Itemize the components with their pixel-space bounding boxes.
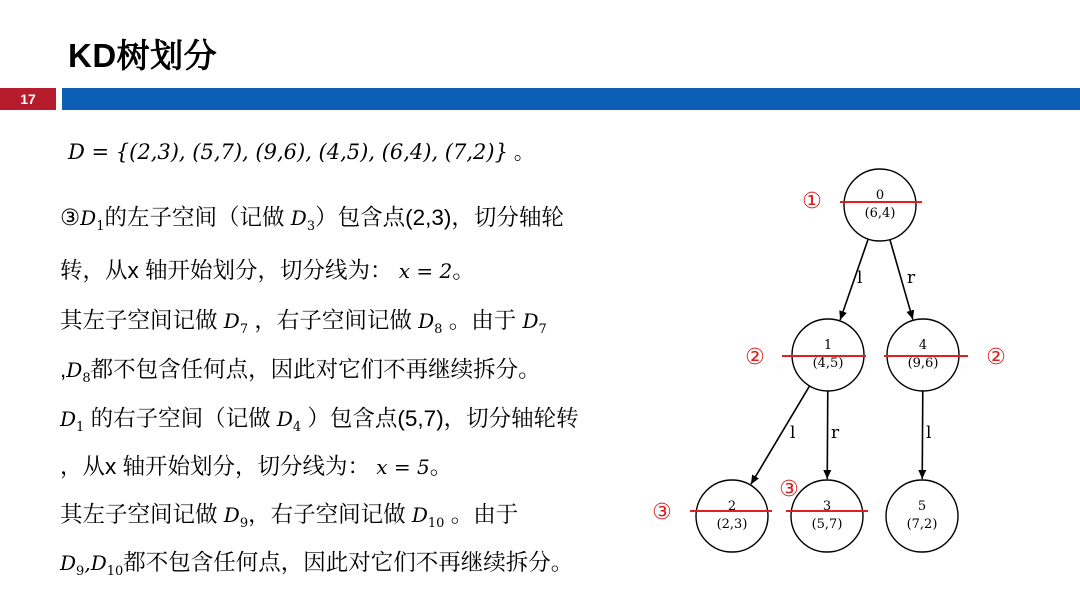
node-circle: [886, 480, 958, 552]
step-marker: ②: [745, 345, 765, 370]
node-point: (5,7): [811, 517, 843, 532]
math-d8: $D_8$: [418, 309, 443, 337]
node-id: 4: [918, 338, 928, 353]
math-d7: $D_7$: [522, 309, 547, 337]
node-circle: [844, 169, 916, 241]
node-point: (9,6): [907, 356, 939, 371]
tree-edge-1-2: [751, 386, 810, 484]
text-seg: ,: [84, 551, 91, 575]
text-seg: 其左子空间记做: [60, 308, 224, 333]
tree-node-5: [886, 480, 958, 552]
node-id: 5: [917, 499, 927, 514]
text-seg: 转，从x 轴开始划分，切分线为：: [60, 258, 399, 283]
step-marker: ①: [802, 189, 822, 214]
math-d4: $D_4$: [276, 407, 302, 435]
text-seg: 其左子空间记做: [60, 502, 224, 527]
node-point: (7,2): [906, 517, 938, 532]
math-d8: $D_8$: [66, 358, 91, 386]
text-seg: 。由于: [442, 308, 523, 333]
node-point: (2,3): [716, 517, 748, 532]
text-seg: ）包含点(5,7)，切分轴轮转: [301, 406, 579, 431]
tree-edge-0-1: [840, 239, 868, 320]
edge-label: r: [831, 423, 840, 443]
dataset-equation-text: D = {(2,3), (5,7), (9,6), (4,5), (6,4), (7,2)}: [68, 140, 508, 164]
node-point: (6,4): [864, 206, 896, 221]
tree-node-2: [696, 480, 768, 552]
step-marker: ③: [779, 477, 799, 502]
math-d1: $D_1$: [80, 206, 105, 234]
text-seg: ，右子空间记做: [248, 308, 419, 333]
text-seg: 。: [452, 258, 475, 283]
math-split-x2: x = 2: [398, 259, 453, 283]
math-d1: $D_1$: [60, 407, 85, 435]
tree-edge-4-5: [922, 391, 923, 479]
node-id: 0: [875, 188, 885, 203]
node-id: 3: [822, 499, 832, 514]
slide-title: KD树划分: [68, 37, 218, 74]
node-circle: [791, 480, 863, 552]
circled-3: ③: [60, 205, 81, 230]
text-seg: 的左子空间（记做: [104, 205, 291, 230]
math-d9: $D_9$: [223, 503, 249, 531]
node-id: 2: [727, 499, 737, 514]
node-id: 1: [823, 338, 833, 353]
text-seg: 。: [429, 454, 453, 479]
tree-node-3: [791, 480, 863, 552]
dataset-equation-tail: 。: [507, 141, 535, 164]
text-seg: 的右子空间（记做: [84, 406, 277, 431]
text-seg: 。由于: [444, 502, 519, 527]
text-seg: ，右子空间记做: [248, 502, 412, 527]
node-point: (4,5): [812, 356, 844, 371]
math-d3: $D_3$: [290, 206, 316, 234]
math-d10: $D_{10}$: [90, 551, 124, 579]
math-d10: $D_{10}$: [411, 503, 445, 531]
math-d7: $D_7$: [223, 309, 249, 337]
text-seg: 都不包含任何点，因此对它们不再继续拆分。: [90, 357, 541, 382]
edge-label: l: [857, 268, 863, 288]
math-split-x5: x = 5: [376, 455, 430, 479]
edge-label: l: [926, 423, 932, 443]
tree-edge-1-3: [827, 391, 828, 479]
step-marker: ③: [652, 500, 672, 525]
step-marker: ②: [986, 345, 1006, 370]
node-circle: [696, 480, 768, 552]
edge-label: l: [790, 423, 796, 443]
page-number: 17: [0, 88, 56, 110]
edge-label: r: [907, 268, 916, 288]
text-seg: ,: [60, 357, 67, 382]
math-d9: $D_9$: [60, 551, 85, 579]
text-seg: 都不包含任何点，因此对它们不再继续拆分。: [123, 550, 574, 575]
tree-node-0: [844, 169, 916, 241]
text-seg: ，从x 轴开始划分，切分线为：: [60, 454, 377, 479]
text-seg: ）包含点(2,3)，切分轴轮: [315, 205, 564, 230]
